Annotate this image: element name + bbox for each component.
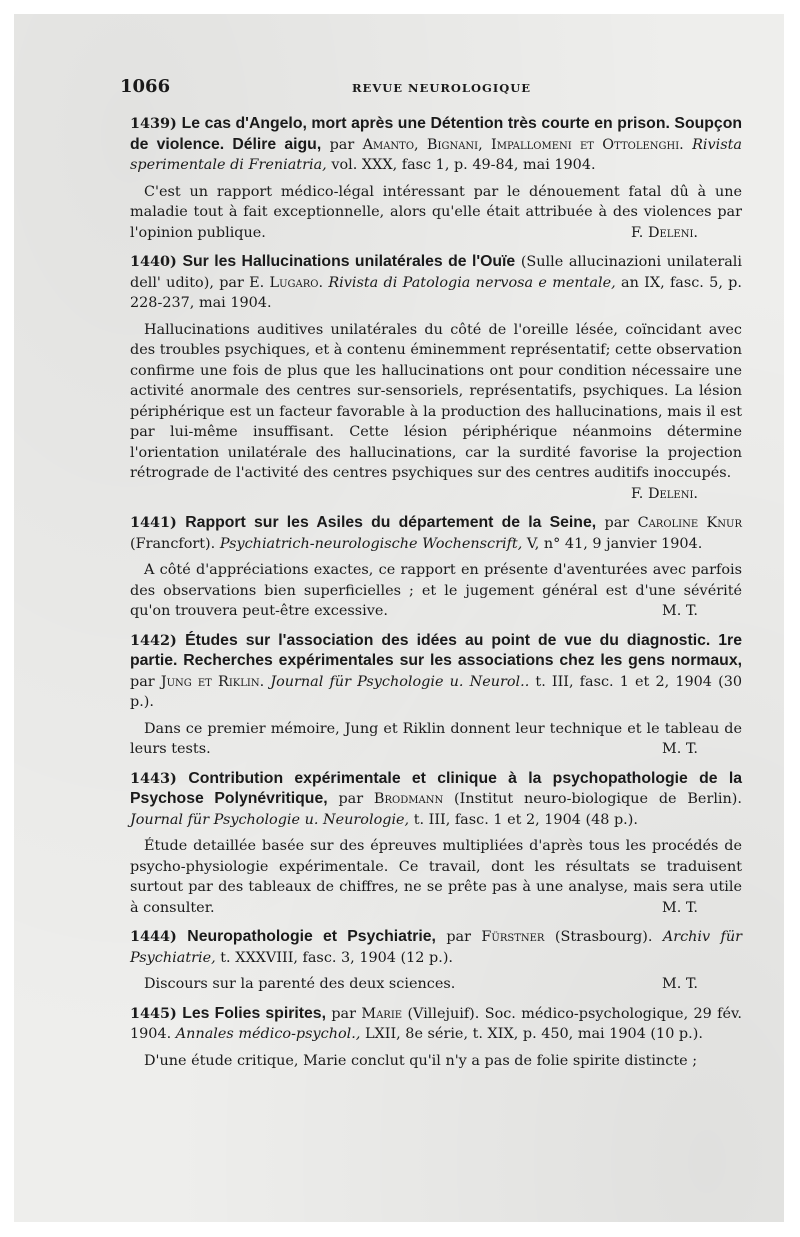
entry-title: Études sur l'association des idées au point de vue du diagnostic. 1re partie. Recherches expérimentales sur les associations chez les gens normaux, <box>130 631 742 669</box>
entry-journal: Journal für Psychologie u. Neurologie, <box>130 811 410 828</box>
authors-prefix: par <box>446 929 472 945</box>
entry-affiliation: (Strasbourg). <box>554 929 653 945</box>
entry-number: 1442) <box>130 631 177 649</box>
entry-number: 1439) <box>130 115 177 132</box>
authors-prefix: par <box>130 673 155 690</box>
entry-authors: Brodmann <box>373 791 444 807</box>
entry-journal: Psychiatrich-neurologische Wochenscrift, <box>219 535 523 552</box>
entry-summary <box>130 974 742 995</box>
summary-text: Hallucinations auditives unilatérales du côté de l'oreille lésée, coïncidant avec des troubles psychiques, et à contenu éminemment représentatif; cette observation confirme une fois de plus que les hallucinations ont pour condition nécessaire une activité anormale des centres sur-sensoriels, représentatifs, psychiques. La lésion périphérique est un facteur favorable à la production des hallucinations, mais il est par lui-même insuffisant. Cette lésion périphérique néanmoins détermine l'orientation unilatérale des hallucinations, car la surdité favorise la projection rétrograde de l'activité des centres psychiques sur des centres auditifs inoccupés. <box>130 321 742 481</box>
reviewer-signature: F. Deleni. <box>631 485 698 502</box>
abstract-entry-1441 <box>130 513 742 622</box>
entry-affiliation: (Institut neuro-biologique de Berlin). <box>454 791 742 807</box>
entry-subtitle: (Sulle allucinazioni unilaterali dell' udito), <box>130 254 743 291</box>
authors-prefix: par <box>329 136 355 153</box>
entry-heading <box>130 513 742 554</box>
entry-heading <box>130 114 742 176</box>
abstract-entry-1439 <box>130 114 742 243</box>
entry-authors: E. Lugaro. <box>249 274 324 291</box>
entry-authors: Fürstner <box>481 929 545 945</box>
entry-heading <box>130 1004 742 1045</box>
entry-number: 1443) <box>130 769 177 787</box>
summary-text: A côté d'appréciations exactes, ce rapport en présente d'aventurées avec parfois des observations bien superficielles ; et le jugement général est d'une sévérité qu'on trouvera peut-être excessive. <box>130 562 742 619</box>
entry-citation: t. XXXVIII, fasc. 3, 1904 (12 p.). <box>220 949 454 966</box>
abstracts-column <box>130 114 742 1080</box>
entry-title: Neuropathologie et Psychiatrie, <box>187 928 436 945</box>
abstract-entry-1444 <box>130 927 742 995</box>
entry-citation: vol. XXX, fasc 1, p. 49-84, mai 1904. <box>331 157 596 173</box>
page-header <box>120 76 740 100</box>
entry-number: 1444) <box>130 928 177 945</box>
entry-journal: Archiv für Psychiatrie, <box>130 929 743 966</box>
entry-journal: Rivista di Patologia nervosa e mentale, <box>328 274 616 291</box>
summary-text: C'est un rapport médico-légal intéressant par le dénouement fatal dû à une maladie tout à fait exceptionnelle, alors qu'elle était attribuée à des violences par l'opinion publique. <box>130 183 742 241</box>
entry-number: 1440) <box>130 253 177 270</box>
authors-prefix: par <box>338 791 364 807</box>
abstract-entry-1443 <box>130 769 742 919</box>
entry-heading <box>130 927 742 968</box>
entry-number: 1441) <box>130 514 177 531</box>
entry-summary <box>130 320 742 505</box>
entry-authors: Amanto, Bignani, Impallomeni et Ottolenghi. <box>362 136 684 153</box>
abstract-entry-1445 <box>130 1004 742 1072</box>
authors-prefix: par <box>604 515 630 531</box>
summary-text: D'une étude critique, Marie conclut qu'il n'y a pas de folie spirite distincte ; <box>144 1052 698 1069</box>
running-title: REVUE NEUROLOGIQUE <box>352 81 532 95</box>
entry-journal: Rivista sperimentale di Freniatria, <box>130 136 742 173</box>
entry-heading <box>130 252 742 314</box>
entry-title: Rapport sur les Asiles du département de la Seine, <box>185 514 597 531</box>
entry-citation: t. III, fasc. 1 et 2, 1904 (30 p.). <box>130 673 743 710</box>
entry-authors: Caroline Knur <box>637 515 743 531</box>
entry-affiliation: (Francfort). <box>130 535 216 552</box>
summary-text: Discours sur la parenté des deux sciences. <box>144 976 456 992</box>
scan-frame <box>14 14 784 1222</box>
entry-summary <box>130 182 742 244</box>
authors-prefix: par <box>219 274 244 291</box>
reviewer-signature: M. T. <box>662 741 698 757</box>
entry-summary <box>130 836 742 918</box>
reviewer-signature: M. T. <box>662 603 698 619</box>
reviewer-signature: M. T. <box>662 899 698 916</box>
abstract-entry-1440 <box>130 252 742 504</box>
entry-citation: V, n° 41, 9 janvier 1904. <box>526 535 703 552</box>
reviewer-signature: F. Deleni. <box>631 224 698 241</box>
entry-citation: t. III, fasc. 1 et 2, 1904 (48 p.). <box>413 811 638 828</box>
entry-title: Contribution expérimentale et clinique à la psychopathologie de la Psychose Polynévritique, <box>130 769 742 807</box>
entry-heading <box>130 631 742 713</box>
page-number: 1066 <box>120 76 171 97</box>
entry-number: 1445) <box>130 1004 177 1022</box>
entry-title: Sur les Hallucinations unilatérales de l'Ouïe <box>182 253 516 270</box>
reviewer-signature: M. T. <box>662 976 698 992</box>
entry-authors: Jung et Riklin. <box>160 673 265 690</box>
entry-authors: Marie <box>361 1005 403 1022</box>
entry-summary <box>130 719 742 760</box>
journal-page <box>14 14 784 1222</box>
entry-summary <box>130 1051 742 1072</box>
authors-prefix: par <box>331 1005 356 1022</box>
entry-affiliation: (Villejuif). Soc. médico-psychologique, 29 fév. 1904. <box>130 1005 742 1042</box>
entry-summary <box>130 560 742 622</box>
entry-citation: LXII, 8e série, t. XIX, p. 450, mai 1904 (10 p.). <box>364 1026 703 1042</box>
entry-title: Les Folies spirites, <box>182 1004 326 1022</box>
summary-text: Étude detaillée basée sur des épreuves multipliées d'après tous les procédés de psycho-physiologie expérimentale. Ce travail, dont les résultats se traduisent surtout par des tableaux de chiffres, ne se prête pas à une analyse, mais sera utile à consulter. <box>130 838 742 916</box>
summary-text: Dans ce premier mémoire, Jung et Riklin donnent leur technique et le tableau de leurs tests. <box>130 720 742 757</box>
entry-journal: Journal für Psychologie u. Neurol.. <box>270 673 530 690</box>
entry-title: Le cas d'Angelo, mort après une Détention très courte en prison. Soupçon de violence. Délire aigu, <box>130 115 742 153</box>
entry-journal: Annales médico-psychol., <box>175 1026 361 1042</box>
entry-heading <box>130 769 742 831</box>
entry-citation: an IX, fasc. 5, p. 228-237, mai 1904. <box>130 274 742 311</box>
abstract-entry-1442 <box>130 631 742 760</box>
